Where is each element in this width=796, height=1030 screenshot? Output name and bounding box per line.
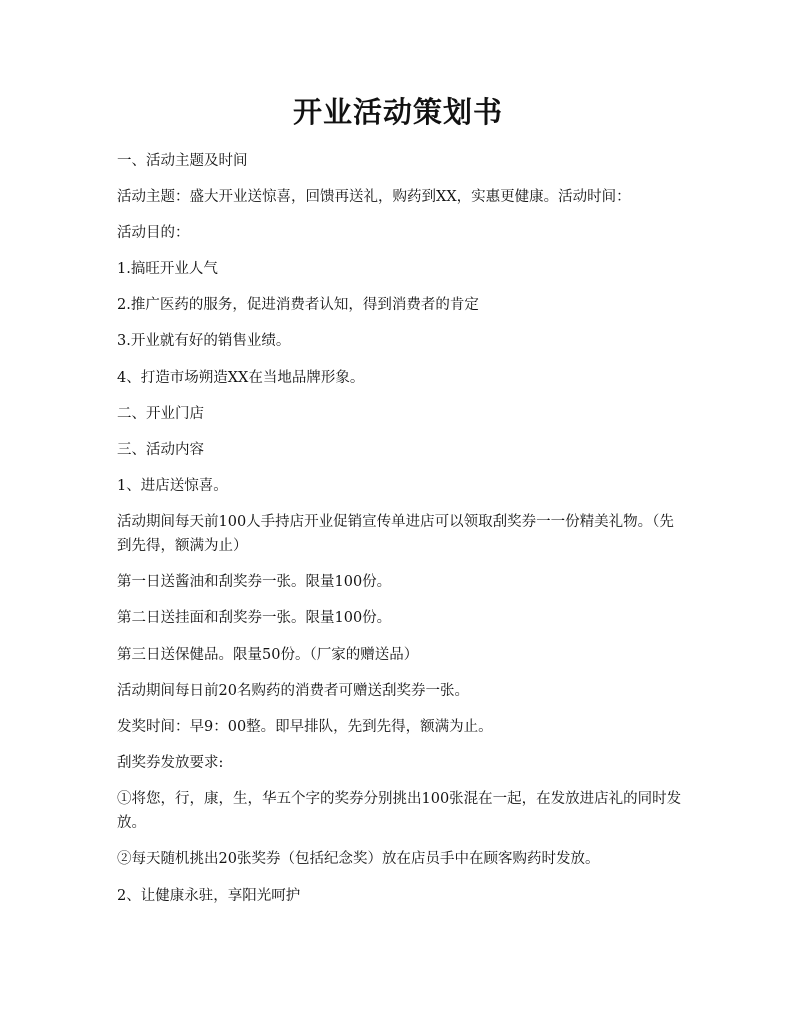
paragraph-item-1-description: 活动期间每天前100人手持店开业促销宣传单进店可以领取刮奖券一一份精美礼物。（先到先得，额满为止） [117,514,674,554]
paragraph-section-2-heading: 二、开业门店 [117,406,204,422]
paragraph-requirement-2: ②每天随机挑出20张奖券（包括纪念奖）放在店员手中在顾客购药时发放。 [117,851,600,867]
paragraph-purpose-2: 2.推广医药的服务，促进消费者认知，得到消费者的肯定 [117,297,479,313]
document-title: 开业活动策划书 [292,95,503,129]
paragraph-daily-top-20: 活动期间每日前20名购药的消费者可赠送刮奖券一张。 [117,683,469,699]
paragraph-activity-theme: 活动主题：盛大开业送惊喜，回馈再送礼，购药到XX，实惠更健康。活动时间： [117,189,631,205]
paragraph-purpose-4: 4、打造市场朔造XX在当地品牌形象。 [117,370,365,386]
paragraph-purpose-1: 1.搞旺开业人气 [117,261,218,277]
paragraph-day-3: 第三日送保健品。限量50份。（厂家的赠送品） [117,647,419,663]
paragraph-requirement-1: ①将您，行，康，生，华五个字的奖券分别挑出100张混在一起，在发放进店礼的同时发放。 [117,791,682,831]
paragraph-purpose-3: 3.开业就有好的销售业绩。 [117,333,291,349]
paragraph-prize-time: 发奖时间：早9：00整。即早排队，先到先得，额满为止。 [117,719,493,735]
paragraph-section-3-heading: 三、活动内容 [117,442,204,458]
paragraph-day-1: 第一日送酱油和刮奖券一张。限量100份。 [117,574,392,590]
paragraph-ticket-requirements: 刮奖券发放要求: [117,755,224,771]
paragraph-activity-purpose: 活动目的： [117,225,190,241]
paragraph-item-2-heading: 2、让健康永驻，享阳光呵护 [117,888,301,904]
paragraph-day-2: 第二日送挂面和刮奖券一张。限量100份。 [117,610,392,626]
paragraph-item-1-heading: 1、进店送惊喜。 [117,478,228,494]
paragraph-section-1-heading: 一、活动主题及时间 [117,153,248,169]
